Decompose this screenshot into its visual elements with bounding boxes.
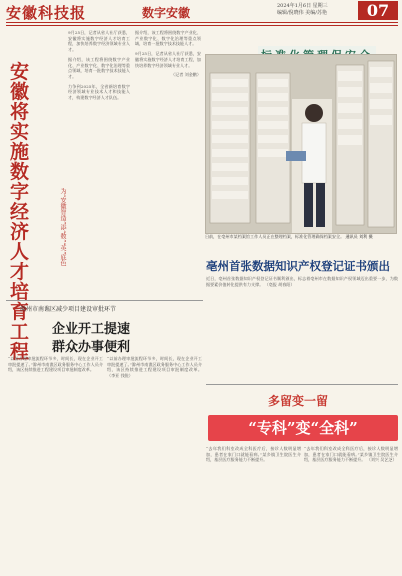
- lead-para: 据介绍，该工程将围绕数字产业化、产业数字化、数字化治理等重点领域，培育一批数字技术技能人才。: [135, 30, 201, 47]
- mid-article-body: [206, 276, 398, 332]
- lead-para: 9月25日，记者从省人社厅获悉，安徽将实施数字经济人才培育工程，加快培养数字经济领域专业人才。: [135, 51, 201, 68]
- lead-article-col1: [68, 30, 130, 298]
- lead-article-col2: [135, 30, 201, 298]
- lead-para: 9月25日，记者从省人社厅获悉，安徽将实施数字经济人才培育工程，加快培养数字经济领域专业人才。: [68, 30, 130, 53]
- lower-right-headline: “专科”变“全科”: [248, 419, 358, 437]
- lower-left-body: “以前办理审批流程环节多，时间长，现在企业开工审批提速了。”滁州市南谯区政务服务中心工作人员介绍，该区持续推进工程建设项目审批制度改革。: [8, 356, 103, 373]
- lower-left-headline-2: 群众办事便利: [52, 340, 131, 355]
- lead-para: 力争到2025年，全省新培育数字经济领域专业技术人才和技能人才，构建数字经济人才队伍。: [68, 83, 130, 101]
- caption-credit: 通讯员 刘利 摄: [345, 234, 373, 239]
- photo-caption: [205, 234, 397, 252]
- lower-right-col2: [304, 446, 398, 572]
- header-rule: [6, 22, 398, 23]
- section-rule: [206, 384, 398, 385]
- mid-headline: 亳州首张数据知识产权登记证书颁出: [206, 259, 390, 273]
- lower-left-col1: [8, 356, 103, 572]
- lower-left-kicker: 滁州市南谯区减少项目建设审批环节: [20, 306, 117, 313]
- caption-text: 日前，在亳州市某档案馆工作人员正在整理档案，标准化管理确保档案安全。: [205, 234, 345, 239]
- lead-headline: 安徽将实施数字经济人才培育工程: [10, 61, 30, 363]
- lower-right-body: “去年我们科室改成全科医疗后，接诊人数明显增加，患者在家门口就能看病。”某乡镇卫生院医生介绍，基层医疗服务能力不断提升。: [304, 446, 398, 463]
- lower-left-col2: [107, 356, 202, 572]
- editor-line: 编辑/倪晓伟 美编/苏艳: [277, 10, 327, 16]
- lead-para: 据介绍，该工程将围绕数字产业化、产业数字化、数字化治理等重点领域，培育一批数字技术技能人才。: [68, 56, 130, 79]
- lower-left-body: “以前办理审批流程环节多，时间长，现在企业开工审批提速了。”滁州市南谯区政务服务中心工作人员介绍，该区持续推进工程建设项目审批制度改革。: [107, 356, 202, 373]
- mid-credit: （亳报 胡春阳）: [264, 281, 295, 287]
- section-rule: [6, 300, 203, 301]
- headline-banner: [208, 415, 398, 441]
- lower-right-kicker: 多留变一留: [268, 394, 329, 408]
- date-line: 2024年1月6日 星期三: [277, 3, 328, 9]
- archive-photo: [205, 54, 397, 234]
- lead-credit: （记者 刘金鹏）: [171, 72, 201, 78]
- section-title: 数字安徽: [142, 6, 191, 20]
- lower-right-credit: （刘兴 吴艺芝）: [366, 457, 397, 463]
- lower-right-body: “去年我们科室改成全科医疗后，接诊人数明显增加，患者在家门口就能看病。”某乡镇卫生院医生介绍，基层医疗服务能力不断提升。: [206, 446, 301, 463]
- issue-date: [277, 3, 328, 17]
- masthead: 安徽科技报: [6, 4, 87, 22]
- lead-subheadline: 为“安徽智造”添“数”“英”底色: [59, 188, 66, 267]
- lower-left-credit: （李亚 钱锐）: [107, 373, 133, 379]
- header-rule-thin: [6, 25, 398, 26]
- page-number: 07: [358, 1, 398, 20]
- mid-body-text: 近日，亳州首张数据知识产权登记证书顺利颁出，标志着亳州市在数据知识产权领域迈出重要一步，为数据要素价值转化提供有力支撑。: [206, 276, 398, 287]
- lower-left-headline-1: 企业开工提速: [52, 322, 131, 337]
- lower-right-col1: [206, 446, 301, 572]
- archive-shelves-image: [206, 55, 396, 233]
